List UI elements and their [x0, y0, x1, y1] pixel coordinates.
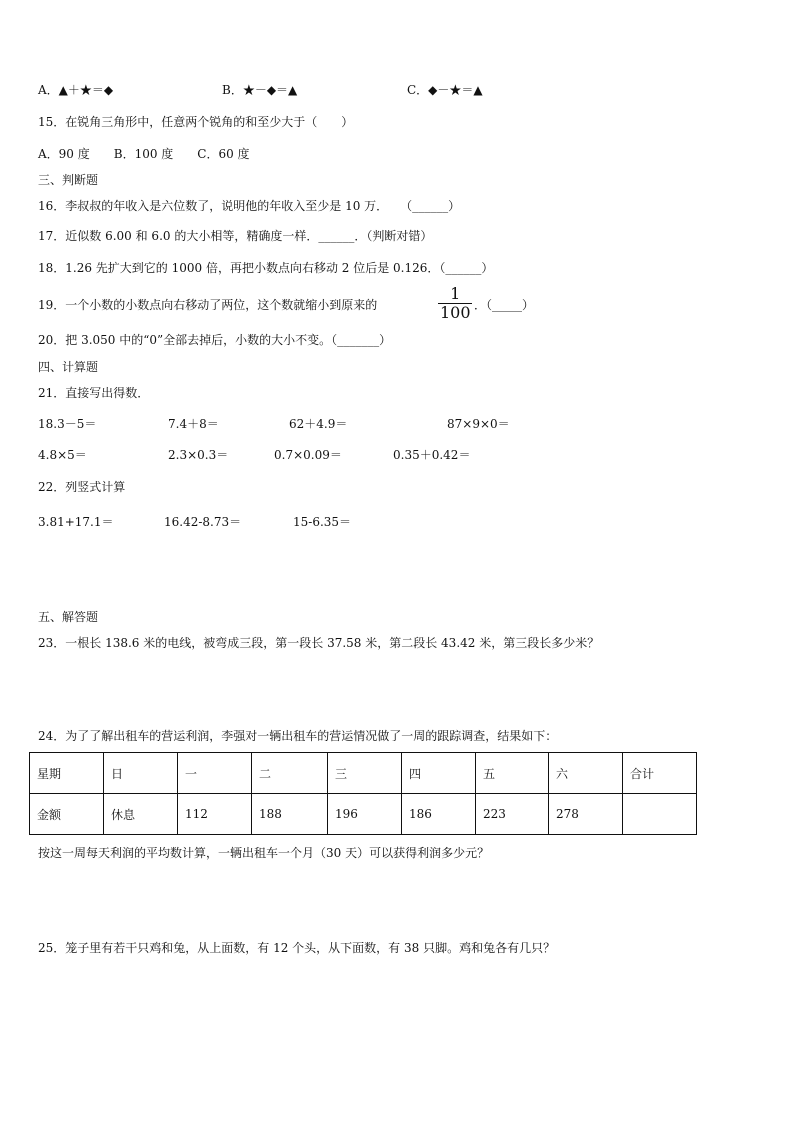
q21-item: 62＋4.9＝: [289, 417, 348, 431]
table-cell: 星期: [30, 753, 104, 794]
profit-table: [29, 752, 697, 835]
table-cell: 223: [476, 794, 549, 835]
q20-text: 20．把 3.050 中的“0”全部去掉后，小数的大小不变。（_______）: [38, 333, 392, 347]
fraction-denominator: 100: [440, 303, 471, 322]
table-cell: 二: [252, 753, 328, 794]
q24-intro: 24．为了了解出租车的营运利润，李强对一辆出租车的营运情况做了一周的跟踪调查，结果如下：: [38, 729, 558, 743]
section-5-title: 五、解答题: [38, 610, 99, 624]
q16-text: 16．李叔叔的年收入是六位数了，说明他的年收入至少是 10 万． （______）: [38, 199, 461, 213]
table-cell: 196: [328, 794, 402, 835]
table-cell: 五: [476, 753, 549, 794]
q21-item: 7.4＋8＝: [168, 417, 219, 431]
table-cell: 186: [402, 794, 476, 835]
q19-text-after: ．（_____）: [474, 298, 535, 312]
q18-text: 18．1.26 先扩大到它的 1000 倍，再把小数点向右移动 2 位后是 0.126．（______）: [38, 261, 494, 275]
q19-fraction: [438, 286, 473, 321]
q15-options: A．90 度 B．100 度 C．60 度: [38, 147, 250, 161]
table-cell: 188: [252, 794, 328, 835]
table-cell: 一: [178, 753, 252, 794]
q21-item: 18.3－5＝: [38, 417, 97, 431]
table-cell: [623, 794, 697, 835]
q21-item: 2.3×0.3＝: [168, 448, 229, 462]
q21-title: 21．直接写出得数．: [38, 386, 150, 400]
section-4-title: 四、计算题: [38, 360, 99, 374]
q21-item: 4.8×5＝: [38, 448, 87, 462]
table-cell: 休息: [104, 794, 178, 835]
q21-item: 0.7×0.09＝: [274, 448, 342, 462]
section-3-title: 三、判断题: [38, 173, 99, 187]
q21-item: 0.35＋0.42＝: [393, 448, 471, 462]
table-cell: 日: [104, 753, 178, 794]
q25-text: 25．笼子里有若干只鸡和兔，从上面数，有 12 个头，从下面数，有 38 只脚。鸡和兔各有几只？: [38, 941, 556, 955]
q22-title: 22．列竖式计算: [38, 480, 126, 494]
q23-text: 23．一根长 138.6 米的电线，被弯成三段，第一段长 37.58 米，第二段长 43.42 米，第三段长多少米？: [38, 636, 600, 650]
table-header-row: [30, 753, 697, 794]
table-cell: 金额: [30, 794, 104, 835]
table-cell: 合计: [623, 753, 697, 794]
table-cell: 四: [402, 753, 476, 794]
table-cell: 三: [328, 753, 402, 794]
table-row: [30, 794, 697, 835]
q14-option-a: A．▲＋★＝◆: [38, 83, 114, 97]
q22-item: 15-6.35＝: [293, 515, 352, 529]
q19-text-before: 19．一个小数的小数点向右移动了两位，这个数就缩小到原来的: [38, 298, 378, 312]
q22-item: 16.42-8.73＝: [164, 515, 242, 529]
table-cell: 六: [549, 753, 623, 794]
q24-question: 按这一周每天利润的平均数计算，一辆出租车一个月（30 天）可以获得利润多少元？: [38, 846, 490, 860]
fraction-numerator: 1: [450, 284, 461, 303]
q14-option-c: C．◆－★＝▲: [407, 83, 483, 97]
q14-option-b: B．★－◆＝▲: [222, 83, 298, 97]
q22-item: 3.81+17.1＝: [38, 515, 114, 529]
table-cell: 278: [549, 794, 623, 835]
q21-item: 87×9×0＝: [447, 417, 510, 431]
q15-text: 15．在锐角三角形中，任意两个锐角的和至少大于（ ）: [38, 115, 354, 129]
table-cell: 112: [178, 794, 252, 835]
q17-text: 17．近似数 6.00 和 6.0 的大小相等，精确度一样．______．（判断对错）: [38, 229, 433, 243]
